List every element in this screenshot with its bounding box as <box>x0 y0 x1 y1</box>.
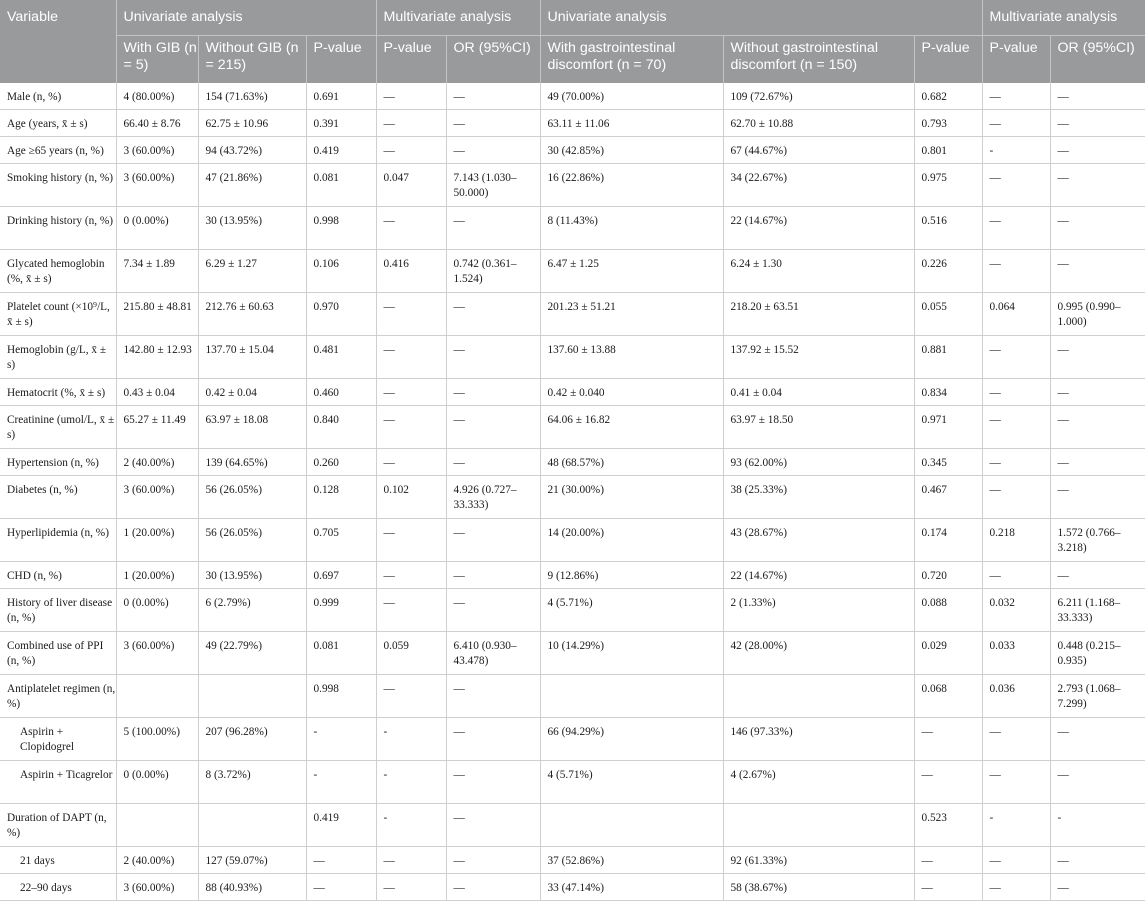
table-cell: — <box>376 847 446 874</box>
table-cell: 4 (5.71%) <box>540 761 723 804</box>
table-cell: - <box>376 804 446 847</box>
table-cell: — <box>982 449 1050 476</box>
table-cell: 0.391 <box>306 110 376 137</box>
table-cell: 63.97 ± 18.50 <box>723 406 914 449</box>
table-cell: 0.106 <box>306 250 376 293</box>
table-cell: — <box>376 449 446 476</box>
table-cell: 0.999 <box>306 589 376 632</box>
table-cell <box>198 675 306 718</box>
table-cell: — <box>982 110 1050 137</box>
row-label: Male (n, %) <box>0 83 116 110</box>
table-cell: — <box>982 476 1050 519</box>
table-cell: 65.27 ± 11.49 <box>116 406 198 449</box>
col-header: Without gastrointestinal discomfort (n = 150) <box>723 36 914 84</box>
table-cell: 49 (70.00%) <box>540 83 723 110</box>
table-cell: — <box>376 874 446 901</box>
table-cell: - <box>1050 804 1145 847</box>
table-cell: 14 (20.00%) <box>540 519 723 562</box>
table-cell: — <box>446 83 540 110</box>
table-cell: — <box>1050 874 1145 901</box>
table-cell: 38 (25.33%) <box>723 476 914 519</box>
table-row <box>0 250 1145 293</box>
row-label: CHD (n, %) <box>0 562 116 589</box>
table-cell: — <box>446 675 540 718</box>
table-cell: 0.43 ± 0.04 <box>116 379 198 406</box>
table-cell: — <box>982 406 1050 449</box>
table-cell: — <box>1050 207 1145 250</box>
table-cell: 2 (1.33%) <box>723 589 914 632</box>
table-cell: 0.226 <box>914 250 982 293</box>
table-cell: 3 (60.00%) <box>116 476 198 519</box>
table-cell: 0.42 ± 0.04 <box>198 379 306 406</box>
table-cell: 33 (47.14%) <box>540 874 723 901</box>
table-cell: 21 (30.00%) <box>540 476 723 519</box>
table-cell: 0.801 <box>914 137 982 164</box>
header-row-groups <box>0 0 1145 36</box>
table-cell: 146 (97.33%) <box>723 718 914 761</box>
table-cell: — <box>982 336 1050 379</box>
table-cell: 0 (0.00%) <box>116 761 198 804</box>
table-cell: — <box>982 718 1050 761</box>
table-row <box>0 83 1145 110</box>
table-cell: - <box>306 761 376 804</box>
table-cell: 0.128 <box>306 476 376 519</box>
col-header: With GIB (n = 5) <box>116 36 198 84</box>
table-cell: 0 (0.00%) <box>116 207 198 250</box>
table-cell: 0.840 <box>306 406 376 449</box>
table-cell: 2 (40.00%) <box>116 449 198 476</box>
table-cell: 0.174 <box>914 519 982 562</box>
table-cell: 16 (22.86%) <box>540 164 723 207</box>
col-header: P-value <box>982 36 1050 84</box>
table-cell: — <box>376 406 446 449</box>
table-cell <box>198 804 306 847</box>
row-label: Duration of DAPT (n, %) <box>0 804 116 847</box>
row-label: Glycated hemoglobin (%, x̄ ± s) <box>0 250 116 293</box>
table-cell: — <box>1050 137 1145 164</box>
table-row <box>0 874 1145 901</box>
table-cell: — <box>446 718 540 761</box>
table-cell: 0.448 (0.215–0.935) <box>1050 632 1145 675</box>
table-cell: — <box>446 562 540 589</box>
table-cell: — <box>914 761 982 804</box>
header-variable: Variable <box>0 0 116 83</box>
row-label: Diabetes (n, %) <box>0 476 116 519</box>
table-cell: — <box>982 164 1050 207</box>
table-cell: 0.081 <box>306 164 376 207</box>
table-cell: 42 (28.00%) <box>723 632 914 675</box>
table-cell <box>723 675 914 718</box>
table-cell: — <box>982 207 1050 250</box>
table-cell: 37 (52.86%) <box>540 847 723 874</box>
table-cell: 5 (100.00%) <box>116 718 198 761</box>
table-cell: 0.218 <box>982 519 1050 562</box>
row-label: 22–90 days <box>0 874 116 901</box>
table-cell: 58 (38.67%) <box>723 874 914 901</box>
table-cell: — <box>446 589 540 632</box>
table-cell: — <box>1050 250 1145 293</box>
table-cell: 0.088 <box>914 589 982 632</box>
table-body <box>0 83 1145 901</box>
table-cell: 0.42 ± 0.040 <box>540 379 723 406</box>
table-cell: 92 (61.33%) <box>723 847 914 874</box>
table-cell: — <box>376 110 446 137</box>
table-cell: 49 (22.79%) <box>198 632 306 675</box>
table-cell: 56 (26.05%) <box>198 476 306 519</box>
row-label: Age (years, x̄ ± s) <box>0 110 116 137</box>
table-cell: 127 (59.07%) <box>198 847 306 874</box>
table-cell: 139 (64.65%) <box>198 449 306 476</box>
table-cell: — <box>446 137 540 164</box>
table-cell: 0.419 <box>306 804 376 847</box>
col-header: P-value <box>914 36 982 84</box>
table-cell: — <box>982 847 1050 874</box>
table-cell: — <box>1050 83 1145 110</box>
table-cell: — <box>376 137 446 164</box>
col-header: OR (95%CI) <box>1050 36 1145 84</box>
table-cell: — <box>376 589 446 632</box>
table-cell: — <box>446 449 540 476</box>
table-cell: 0.834 <box>914 379 982 406</box>
table-row <box>0 804 1145 847</box>
table-cell: 6.410 (0.930–43.478) <box>446 632 540 675</box>
row-label: Smoking history (n, %) <box>0 164 116 207</box>
table-cell: 66.40 ± 8.76 <box>116 110 198 137</box>
table-cell: 30 (13.95%) <box>198 207 306 250</box>
table-cell <box>540 804 723 847</box>
table-cell: — <box>446 874 540 901</box>
table-cell: 7.34 ± 1.89 <box>116 250 198 293</box>
header-gib-univariate: Univariate analysis <box>116 0 376 36</box>
table-cell: 212.76 ± 60.63 <box>198 293 306 336</box>
table-cell: — <box>446 110 540 137</box>
table-cell: — <box>306 874 376 901</box>
table-cell: — <box>446 336 540 379</box>
table-cell: — <box>446 847 540 874</box>
table-cell: — <box>376 336 446 379</box>
header-discomfort-multivariate: Multivariate analysis <box>982 0 1145 36</box>
table-cell: 0.064 <box>982 293 1050 336</box>
table-cell: 0.260 <box>306 449 376 476</box>
table-cell: 30 (42.85%) <box>540 137 723 164</box>
row-label: History of liver disease (n, %) <box>0 589 116 632</box>
table-cell: 0.036 <box>982 675 1050 718</box>
row-label: Aspirin + Clopidogrel <box>0 718 116 761</box>
table-cell: 43 (28.67%) <box>723 519 914 562</box>
row-label: Age ≥65 years (n, %) <box>0 137 116 164</box>
table-row <box>0 379 1145 406</box>
table-row <box>0 847 1145 874</box>
table-cell: — <box>446 207 540 250</box>
col-header: OR (95%CI) <box>446 36 540 84</box>
table-cell: 0.975 <box>914 164 982 207</box>
table-cell: — <box>982 874 1050 901</box>
table-cell: 0.102 <box>376 476 446 519</box>
table-cell: 63.97 ± 18.08 <box>198 406 306 449</box>
table-cell: 10 (14.29%) <box>540 632 723 675</box>
table-cell: 4.926 (0.727–33.333) <box>446 476 540 519</box>
table-cell: — <box>376 675 446 718</box>
row-label: Hematocrit (%, x̄ ± s) <box>0 379 116 406</box>
table-cell: 0.881 <box>914 336 982 379</box>
header-discomfort-univariate: Univariate analysis <box>540 0 982 36</box>
table-cell: 0.059 <box>376 632 446 675</box>
row-label: Hemoglobin (g/L, x̄ ± s) <box>0 336 116 379</box>
table-cell: 0.742 (0.361–1.524) <box>446 250 540 293</box>
table-cell: 0.460 <box>306 379 376 406</box>
table-row <box>0 519 1145 562</box>
table-row <box>0 562 1145 589</box>
row-label: Hyperlipidemia (n, %) <box>0 519 116 562</box>
table-cell: - <box>376 718 446 761</box>
row-label: Antiplatelet regimen (n, %) <box>0 675 116 718</box>
table-cell: — <box>1050 476 1145 519</box>
table-cell: — <box>1050 110 1145 137</box>
table-cell: — <box>376 562 446 589</box>
table-cell: — <box>1050 406 1145 449</box>
table-cell: 0.345 <box>914 449 982 476</box>
table-cell: — <box>914 718 982 761</box>
table-row <box>0 406 1145 449</box>
table-cell: 22 (14.67%) <box>723 562 914 589</box>
table-cell: — <box>914 847 982 874</box>
table-row <box>0 718 1145 761</box>
table-row <box>0 137 1145 164</box>
table-cell <box>540 675 723 718</box>
row-label: Platelet count (×10⁹/L, x̄ ± s) <box>0 293 116 336</box>
table-cell: 0.682 <box>914 83 982 110</box>
table-cell: 6.29 ± 1.27 <box>198 250 306 293</box>
table-cell: 0.998 <box>306 675 376 718</box>
table-cell: 6.47 ± 1.25 <box>540 250 723 293</box>
col-header: Without GIB (n = 215) <box>198 36 306 84</box>
table-cell: 22 (14.67%) <box>723 207 914 250</box>
table-row <box>0 449 1145 476</box>
table-cell: 137.92 ± 15.52 <box>723 336 914 379</box>
table-cell: 0.970 <box>306 293 376 336</box>
table-cell: 6.24 ± 1.30 <box>723 250 914 293</box>
table-cell: 0.419 <box>306 137 376 164</box>
table-cell: - <box>982 137 1050 164</box>
table-cell: 0.720 <box>914 562 982 589</box>
table-cell: — <box>1050 718 1145 761</box>
table-cell: 218.20 ± 63.51 <box>723 293 914 336</box>
table-header <box>0 0 1145 83</box>
table-row <box>0 336 1145 379</box>
table-cell: 0.081 <box>306 632 376 675</box>
col-header: With gastrointestinal discomfort (n = 70) <box>540 36 723 84</box>
table-cell <box>116 804 198 847</box>
table-cell: — <box>1050 847 1145 874</box>
table-cell: — <box>982 562 1050 589</box>
table-row <box>0 293 1145 336</box>
table-cell: 0.41 ± 0.04 <box>723 379 914 406</box>
table-cell: — <box>982 250 1050 293</box>
row-label: 21 days <box>0 847 116 874</box>
table-cell: — <box>982 379 1050 406</box>
table-cell: 3 (60.00%) <box>116 164 198 207</box>
table-cell: 0.033 <box>982 632 1050 675</box>
table-cell: 0.691 <box>306 83 376 110</box>
table-row <box>0 110 1145 137</box>
table-cell: 3 (60.00%) <box>116 874 198 901</box>
table-cell: 201.23 ± 51.21 <box>540 293 723 336</box>
table-cell: — <box>1050 336 1145 379</box>
row-label: Creatinine (umol/L, x̄ ± s) <box>0 406 116 449</box>
table-cell: 4 (80.00%) <box>116 83 198 110</box>
table-cell: 0.998 <box>306 207 376 250</box>
table-cell: 109 (72.67%) <box>723 83 914 110</box>
table-cell: — <box>306 847 376 874</box>
table-cell: 64.06 ± 16.82 <box>540 406 723 449</box>
table-cell: — <box>446 406 540 449</box>
table-cell: — <box>446 761 540 804</box>
table-cell: — <box>376 379 446 406</box>
table-cell <box>116 675 198 718</box>
table-cell: — <box>1050 562 1145 589</box>
table-cell: 0.068 <box>914 675 982 718</box>
header-row-columns <box>0 36 1145 84</box>
table-cell: — <box>376 83 446 110</box>
table-cell: 0.467 <box>914 476 982 519</box>
table-cell: 63.11 ± 11.06 <box>540 110 723 137</box>
table-cell: 1.572 (0.766–3.218) <box>1050 519 1145 562</box>
row-label: Drinking history (n, %) <box>0 207 116 250</box>
table-cell: 1 (20.00%) <box>116 562 198 589</box>
col-header: P-value <box>306 36 376 84</box>
table-cell: 137.60 ± 13.88 <box>540 336 723 379</box>
table-cell: 30 (13.95%) <box>198 562 306 589</box>
table-cell: 7.143 (1.030–50.000) <box>446 164 540 207</box>
table-cell: — <box>446 804 540 847</box>
row-label: Combined use of PPI (n, %) <box>0 632 116 675</box>
table-cell: 0.705 <box>306 519 376 562</box>
table-row <box>0 675 1145 718</box>
table-cell: 67 (44.67%) <box>723 137 914 164</box>
table-cell: 8 (11.43%) <box>540 207 723 250</box>
table-cell: 0.971 <box>914 406 982 449</box>
table-cell: — <box>982 83 1050 110</box>
table-cell: — <box>376 207 446 250</box>
table-cell: 3 (60.00%) <box>116 632 198 675</box>
table-row <box>0 476 1145 519</box>
table-cell: 0.697 <box>306 562 376 589</box>
table-cell: 0.793 <box>914 110 982 137</box>
table-cell: 56 (26.05%) <box>198 519 306 562</box>
table-cell: 47 (21.86%) <box>198 164 306 207</box>
header-gib-multivariate: Multivariate analysis <box>376 0 540 36</box>
table-cell: — <box>1050 449 1145 476</box>
table-cell: 0.523 <box>914 804 982 847</box>
col-header: P-value <box>376 36 446 84</box>
table-cell: 0 (0.00%) <box>116 589 198 632</box>
table-cell: 94 (43.72%) <box>198 137 306 164</box>
table-cell: 2.793 (1.068–7.299) <box>1050 675 1145 718</box>
table-cell: - <box>376 761 446 804</box>
table-cell: 4 (2.67%) <box>723 761 914 804</box>
table-cell: 8 (3.72%) <box>198 761 306 804</box>
table-cell: - <box>306 718 376 761</box>
table-cell: 6 (2.79%) <box>198 589 306 632</box>
table-row <box>0 164 1145 207</box>
table-cell: 62.75 ± 10.96 <box>198 110 306 137</box>
table-row <box>0 761 1145 804</box>
table-cell: — <box>446 519 540 562</box>
table-cell: 137.70 ± 15.04 <box>198 336 306 379</box>
table-cell: 1 (20.00%) <box>116 519 198 562</box>
table-cell: 6.211 (1.168–33.333) <box>1050 589 1145 632</box>
table-cell: — <box>376 293 446 336</box>
table-row <box>0 632 1145 675</box>
table-cell: — <box>1050 164 1145 207</box>
table-cell: 0.032 <box>982 589 1050 632</box>
table-cell: 66 (94.29%) <box>540 718 723 761</box>
table-cell: 93 (62.00%) <box>723 449 914 476</box>
table-cell: 207 (96.28%) <box>198 718 306 761</box>
table-cell: 0.516 <box>914 207 982 250</box>
table-cell: 154 (71.63%) <box>198 83 306 110</box>
table-cell: 215.80 ± 48.81 <box>116 293 198 336</box>
table-cell: — <box>1050 761 1145 804</box>
table-row <box>0 207 1145 250</box>
table-cell: 3 (60.00%) <box>116 137 198 164</box>
row-label: Aspirin + Ticagrelor <box>0 761 116 804</box>
table-cell: 48 (68.57%) <box>540 449 723 476</box>
table-cell: 2 (40.00%) <box>116 847 198 874</box>
table-cell: — <box>982 761 1050 804</box>
table-cell: 62.70 ± 10.88 <box>723 110 914 137</box>
table-cell: 0.047 <box>376 164 446 207</box>
table-cell: 0.416 <box>376 250 446 293</box>
table-cell: 0.055 <box>914 293 982 336</box>
table-cell: 88 (40.93%) <box>198 874 306 901</box>
table-cell <box>723 804 914 847</box>
table-row <box>0 589 1145 632</box>
table-cell: — <box>446 379 540 406</box>
table-cell: 34 (22.67%) <box>723 164 914 207</box>
table-cell: 0.995 (0.990–1.000) <box>1050 293 1145 336</box>
table-cell: 4 (5.71%) <box>540 589 723 632</box>
table-cell: — <box>1050 379 1145 406</box>
table-cell: — <box>376 519 446 562</box>
table-cell: 142.80 ± 12.93 <box>116 336 198 379</box>
table-cell: 0.481 <box>306 336 376 379</box>
table-cell: 0.029 <box>914 632 982 675</box>
table-cell: — <box>914 874 982 901</box>
row-label: Hypertension (n, %) <box>0 449 116 476</box>
table-cell: - <box>982 804 1050 847</box>
table-cell: — <box>446 293 540 336</box>
table-cell: 9 (12.86%) <box>540 562 723 589</box>
